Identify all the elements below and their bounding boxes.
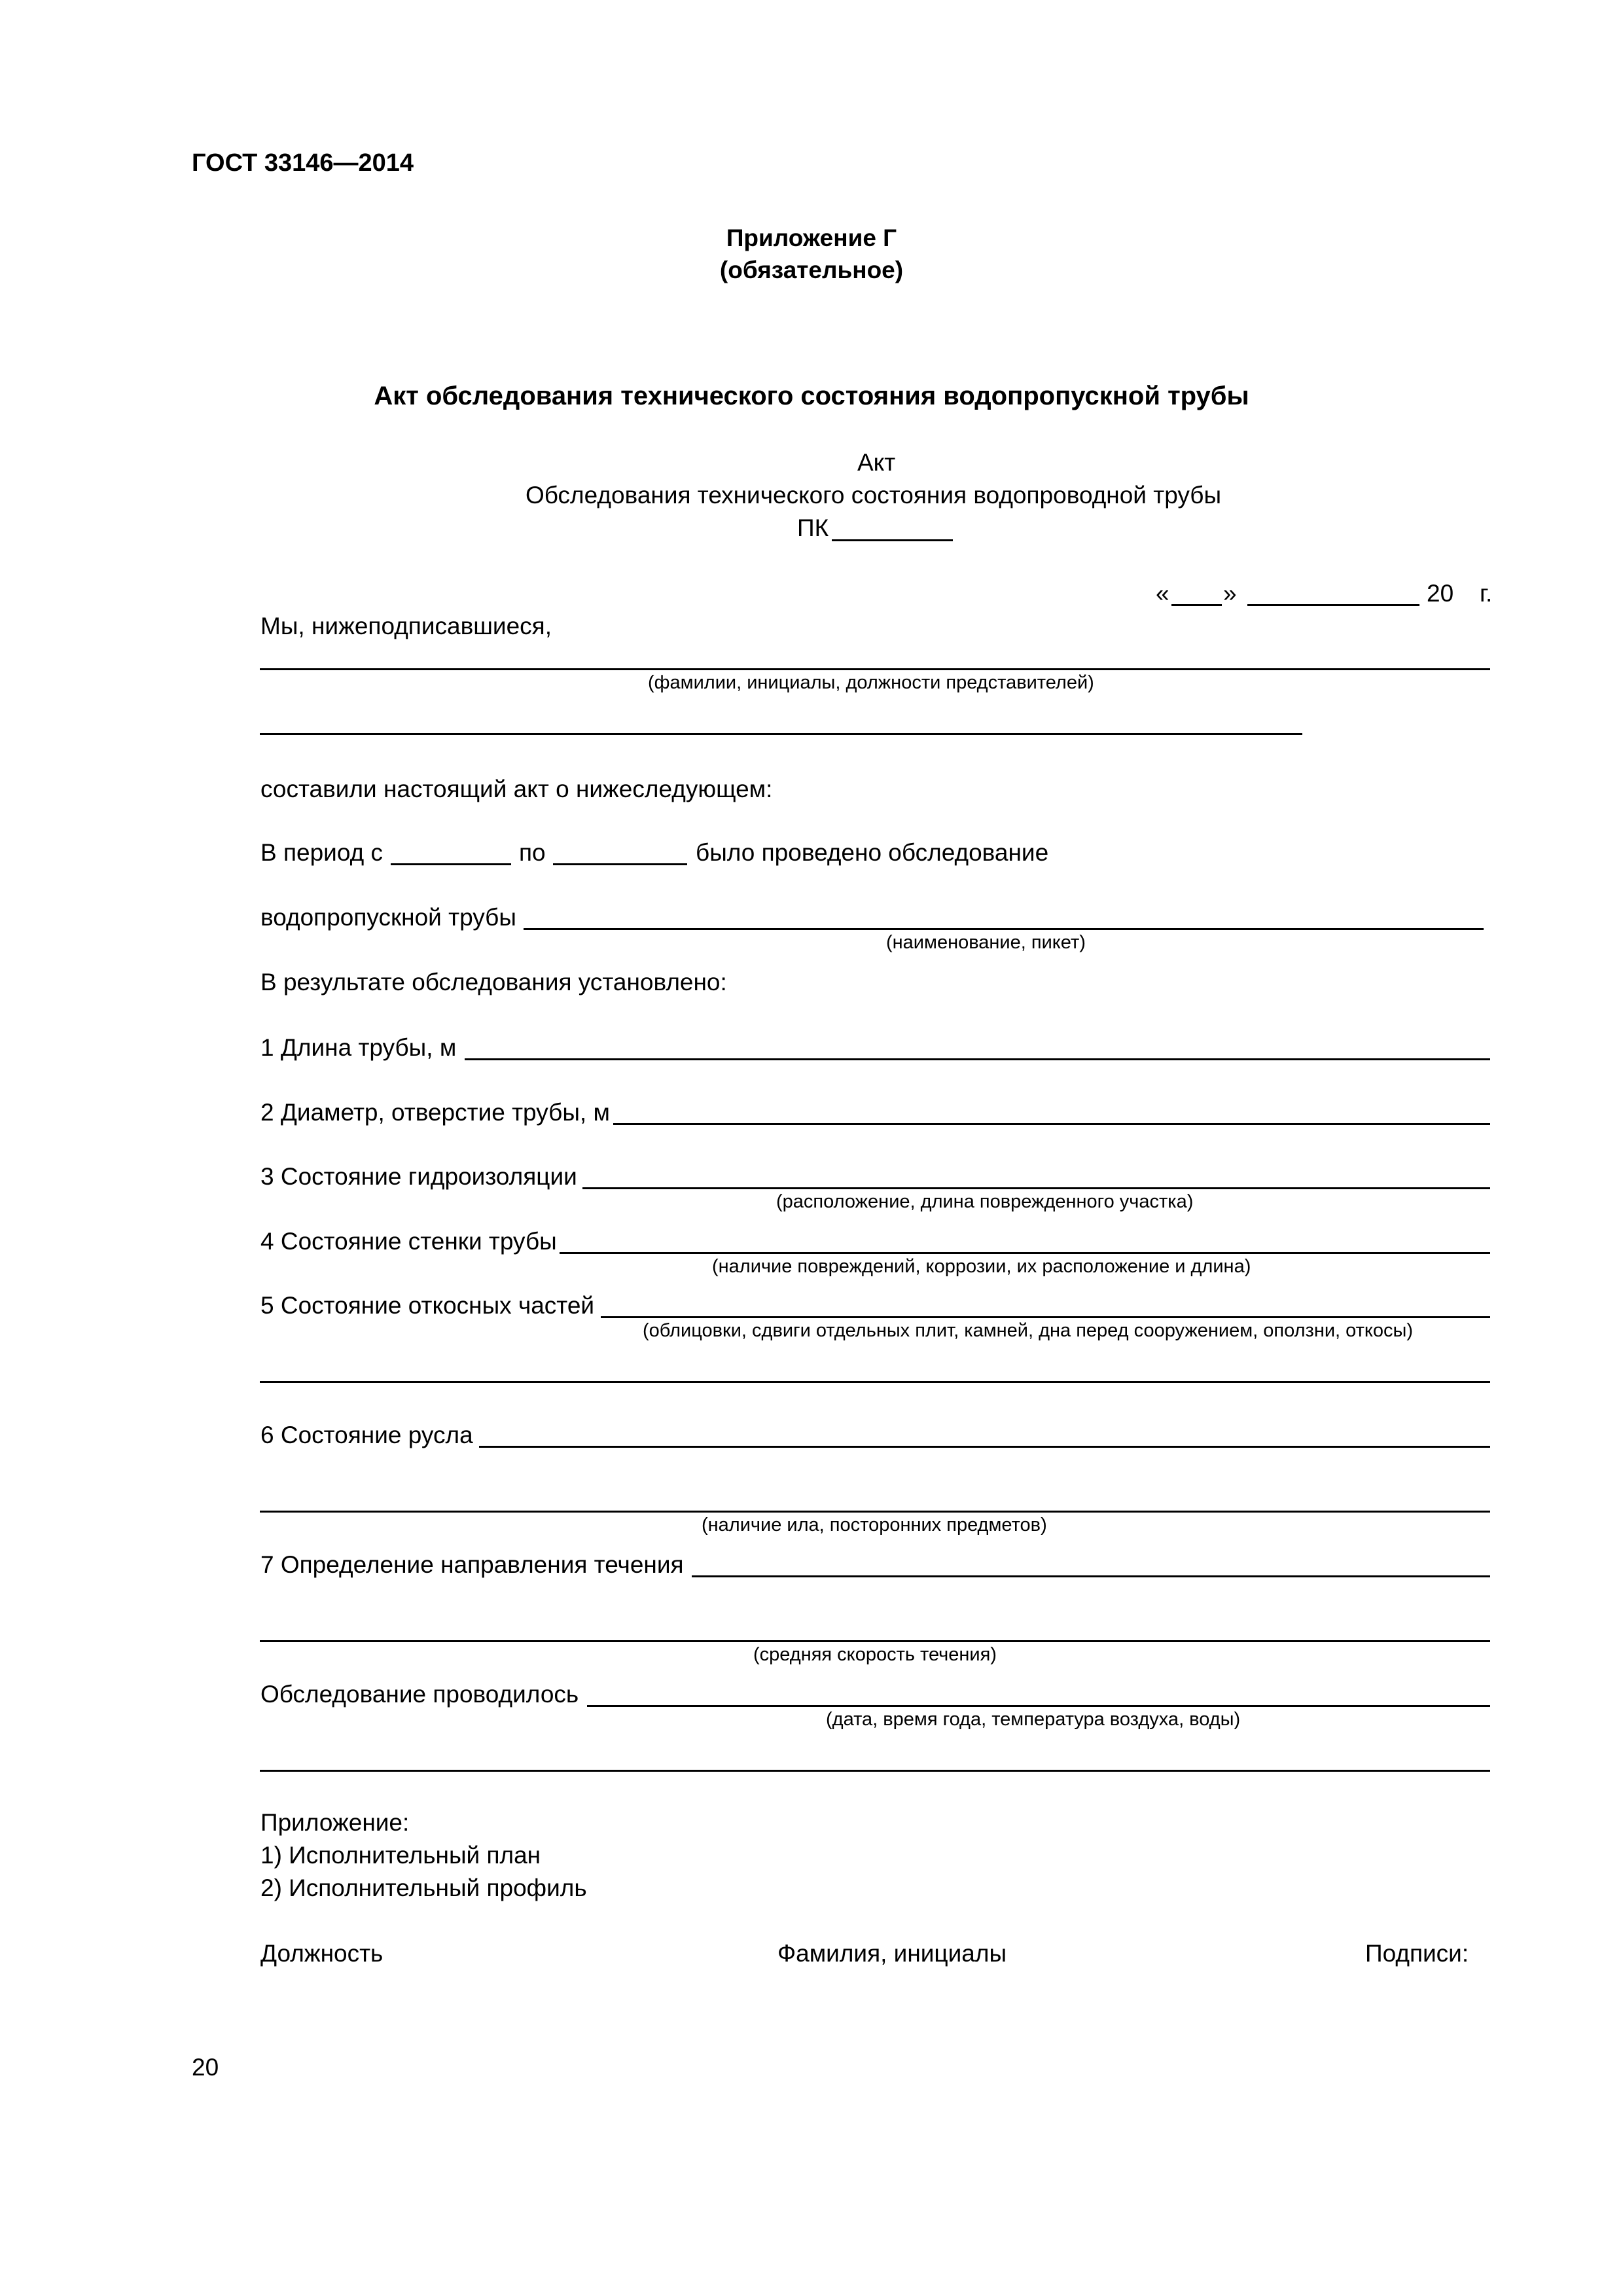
date-day-line[interactable] [1171,604,1222,606]
intro-text: Мы, нижеподписавшиеся, [260,613,552,639]
item-3-line[interactable] [582,1187,1490,1189]
item-7-line-2[interactable] [260,1640,1490,1642]
period-to-label: по [519,839,546,866]
representatives-line-2[interactable] [260,733,1302,735]
item-4-line[interactable] [560,1252,1490,1254]
item-7-label: 7 Определение направления течения [260,1551,684,1578]
period-to-line[interactable] [553,863,687,865]
page-number: 20 [192,2054,219,2081]
caption-item-7: (средняя скорость течения) [753,1644,997,1665]
appendix-status: (обязательное) [719,257,904,283]
attachment-1: 1) Исполнительный план [260,1842,541,1869]
representatives-line-1[interactable] [260,668,1490,670]
period-from-line[interactable] [391,863,511,865]
item-6-line-2[interactable] [260,1511,1490,1513]
date-open-quote: « [1156,580,1169,607]
result-text: В результате обследования установлено: [260,969,727,996]
pipe-label: водопропускной трубы [260,904,516,931]
sig-name-label: Фамилия, инициалы [777,1940,1007,1967]
survey-conducted-line[interactable] [587,1705,1490,1707]
sig-signatures-label: Подписи: [1365,1940,1469,1967]
item-6-line[interactable] [479,1446,1490,1448]
item-6-label: 6 Состояние русла [260,1422,473,1448]
item-3-label: 3 Состояние гидроизоляции [260,1163,577,1190]
pipe-line[interactable] [524,928,1484,930]
pk-label: ПК [797,514,829,541]
sig-position-label: Должность [260,1940,383,1967]
item-5-line[interactable] [601,1316,1490,1318]
item-1-label: 1 Длина трубы, м [260,1034,457,1061]
caption-representatives: (фамилии, инициалы, должности представителей) [648,672,1094,693]
caption-item-3: (расположение, длина поврежденного участка) [776,1191,1194,1212]
attachment-2: 2) Исполнительный профиль [260,1874,587,1901]
caption-pipe: (наименование, пикет) [886,932,1086,953]
caption-item-4: (наличие повреждений, коррозии, их расположение и длина) [712,1256,1251,1277]
item-4-label: 4 Состояние стенки трубы [260,1228,557,1255]
caption-survey: (дата, время года, температура воздуха, воды) [826,1709,1241,1730]
item-5-line-2[interactable] [260,1381,1490,1383]
caption-item-5: (облицовки, сдвиги отдельных плит, камней, дна перед сооружением, оползни, откосы) [643,1320,1414,1341]
date-year-suffix: г. [1480,580,1493,607]
attachments-title: Приложение: [260,1809,410,1836]
item-7-line[interactable] [692,1575,1490,1577]
date-year-prefix: 20 [1427,580,1454,607]
compiled-text: составили настоящий акт о нижеследующем: [260,776,773,802]
survey-conducted-line-2[interactable] [260,1770,1490,1772]
standard-header: ГОСТ 33146—2014 [192,149,414,177]
period-done-label: было проведено обследование [696,839,1049,866]
date-month-line[interactable] [1247,604,1419,606]
date-close-quote: » [1223,580,1237,607]
caption-item-6: (наличие ила, посторонних предметов) [702,1515,1047,1535]
item-1-line[interactable] [465,1058,1490,1060]
item-5-label: 5 Состояние откосных частей [260,1292,595,1319]
survey-conducted-label: Обследование проводилось [260,1681,579,1708]
pk-field-line[interactable] [832,539,953,541]
period-from-label: В период с [260,839,383,866]
act-word: Акт [857,449,896,476]
main-title: Акт обследования технического состояния водопропускной трубы [374,382,1249,410]
act-subtitle: Обследования технического состояния водопроводной трубы [526,482,1222,509]
item-2-label: 2 Диаметр, отверстие трубы, м [260,1099,610,1126]
appendix-title: Приложение Г [726,224,897,251]
item-2-line[interactable] [613,1123,1490,1125]
